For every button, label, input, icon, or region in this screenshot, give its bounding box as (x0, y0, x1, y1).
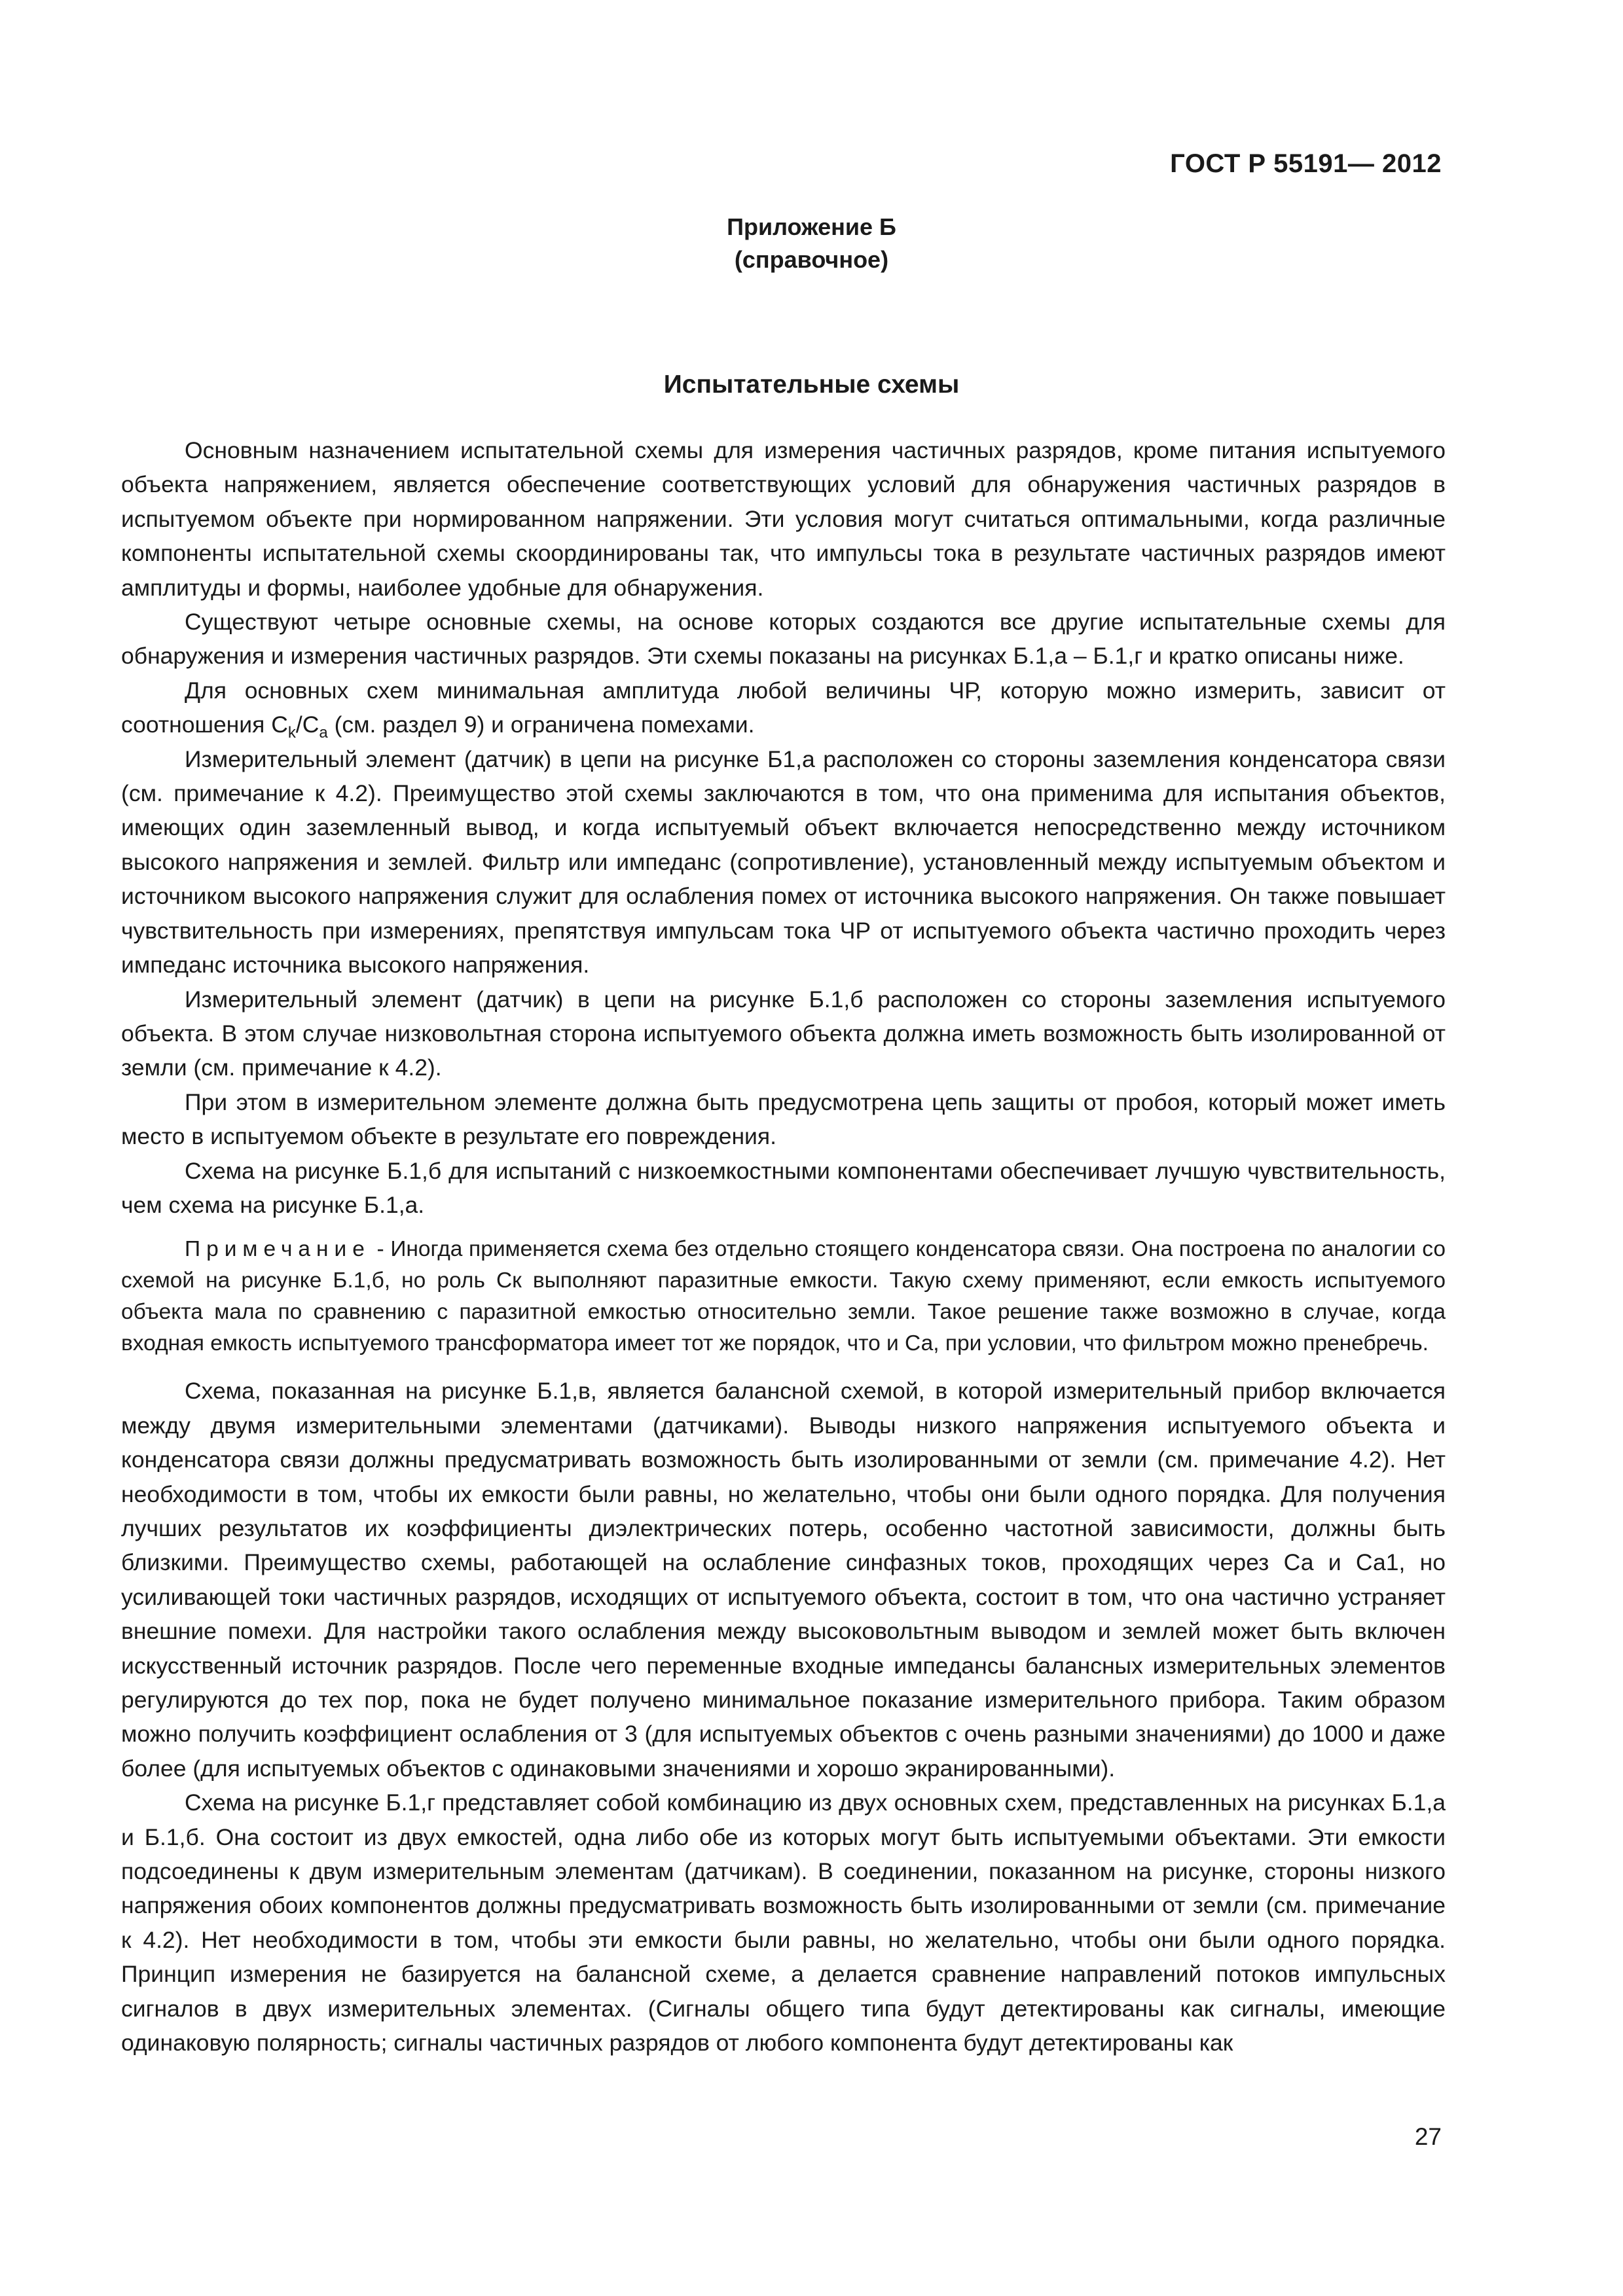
paragraph: Схема, показанная на рисунке Б.1,в, является балансной схемой, в которой измерительный прибор включается между двумя измерительными элементами (датчиками). Выводы низкого напряжения испытуемого объекта и конденсатора связи должны предусматривать возможность быть изолированными от земли (см. примечание 4.2). Нет необходимости в том, чтобы их емкости были равны, но желательно, чтобы они были одного порядка. Для получения лучших результатов их коэффициенты диэлектрических потерь, особенно частотной зависимости, должны быть близкими. Преимущество схемы, работающей на ослабление синфазных токов, проходящих через Са и Са1, но усиливающей токи частичных разрядов, исходящих от испытуемого объекта, состоит в том, что она частично устраняет внешние помехи. Для настройки такого ослабления между высоковольтным выводом и землей может быть включен искусственный источник разрядов. После чего переменные входные импедансы балансных измерительных элементов регулируются до тех пор, пока не будет получено минимальное показание измерительного прибора. Таким образом можно получить коэффициент ослабления от 3 (для испытуемых объектов с очень разными значениями) до 1000 и даже более (для испытуемых объектов с одинаковыми значениями и хорошо экранированными). (121, 1378, 1446, 1782)
paragraph: Схема на рисунке Б.1,б для испытаний с низкоемкостными компонентами обеспечивает лучшую чувствительность, чем схема на рисунке Б.1,а. (121, 1157, 1446, 1218)
subscript-k: k (287, 724, 296, 742)
paragraph: При этом в измерительном элементе должна быть предусмотрена цепь защиты от пробоя, который может иметь место в испытуемом объекте в результате его повреждения. (121, 1088, 1446, 1150)
section-title: Испытательные схемы (663, 370, 960, 399)
note-paragraph (121, 1234, 1446, 1359)
paragraph: Схема на рисунке Б.1,г представляет собой комбинацию из двух основных схем, представленных на рисунках Б.1,а и Б.1,б. Она состоит из двух емкостей, одна либо обе из которых могут быть испытуемыми объектами. Эти емкости подсоединены к двум измерительным элементам (датчикам). В соединении, показанном на рисунке, стороны низкого напряжения обоих компонентов должны предусматривать возможность быть изолированными от земли (см. примечание к 4.2). Нет необходимости в том, чтобы эти емкости были равны, но желательно, чтобы они были одного порядка. Принцип измерения не базируется на балансной схеме, а делается сравнение направлений потоков импульсных сигналов в двух измерительных элементах. (Сигналы общего типа будут детектированы как сигналы, имеющие одинаковую полярность; сигналы частичных разрядов от любого компонента будут детектированы как (121, 1789, 1446, 2056)
appendix-subtitle: (справочное) (734, 246, 889, 273)
page-number: 27 (1414, 2123, 1442, 2150)
paragraph: Измерительный элемент (датчик) в цепи на рисунке Б1,а расположен со стороны заземления конденсатора связи (см. примечание к 4.2). Преимущество этой схемы заключаются в том, что она применима для испытания объектов, имеющих один заземленный вывод, и когда испытуемый объект включается непосредственно между источником высокого напряжения и землей. Фильтр или импеданс (сопротивление), установленный между испытуемым объектом и источником высокого напряжения служит для ослабления помех от источника высокого напряжения. Он также повышает чувствительность при измерениях, препятствуя импульсам тока ЧР от испытуемого объекта частично проходить через импеданс источника высокого напряжения. (121, 745, 1446, 978)
appendix-title: Приложение Б (727, 213, 896, 240)
subscript-a: a (319, 724, 328, 742)
paragraph-text: Для основных схем минимальная амплитуда любой величины ЧР, которую можно измерить, зависит от соотношения C (121, 677, 1446, 738)
paragraph-text: (см. раздел 9) и ограничена помехами. (327, 711, 755, 738)
paragraph: Существуют четыре основные схемы, на основе которых создаются все другие испытательные схемы для обнаружения и измерения частичных разрядов. Эти схемы показаны на рисунках Б.1,а – Б.1,г и кратко описаны ниже. (121, 609, 1446, 670)
paragraph: Измерительный элемент (датчик) в цепи на рисунке Б.1,б расположен со стороны заземления испытуемого объекта. В этом случае низковольтная сторона испытуемого объекта должна иметь возможность быть изолированной от земли (см. примечание к 4.2). (121, 986, 1446, 1081)
paragraph: Основным назначением испытательной схемы для измерения частичных разрядов, кроме питания испытуемого объекта напряжением, является обеспечение соответствующих условий для обнаружения частичных разрядов в испытуемом объекте при нормированном напряжении. Эти условия могут считаться оптимальными, когда различные компоненты испытательной схемы скоординированы так, что импульсы тока в результате частичных разрядов имеют амплитуды и формы, наиболее удобные для обнаружения. (121, 437, 1446, 601)
note-label: Примечание (185, 1237, 371, 1262)
document-code: ГОСТ Р 55191— 2012 (1170, 149, 1442, 178)
paragraph-ratio (121, 673, 1446, 742)
body-text (121, 433, 1446, 2060)
paragraph-text: /C (295, 711, 319, 738)
note-text: - Иногда применяется схема без отдельно стоящего конденсатора связи. Она построена по аналогии со схемой на рисунке Б.1,б, но роль Ск выполняют паразитные емкости. Такую схему применяют, если емкость испытуемого объекта мала по сравнению с паразитной емкостью относительно земли. Такое решение также возможно в случае, когда входная емкость испытуемого трансформатора имеет тот же порядок, что и Са, при условии, что фильтром можно пренебречь. (121, 1237, 1446, 1356)
appendix-heading (0, 211, 1623, 276)
